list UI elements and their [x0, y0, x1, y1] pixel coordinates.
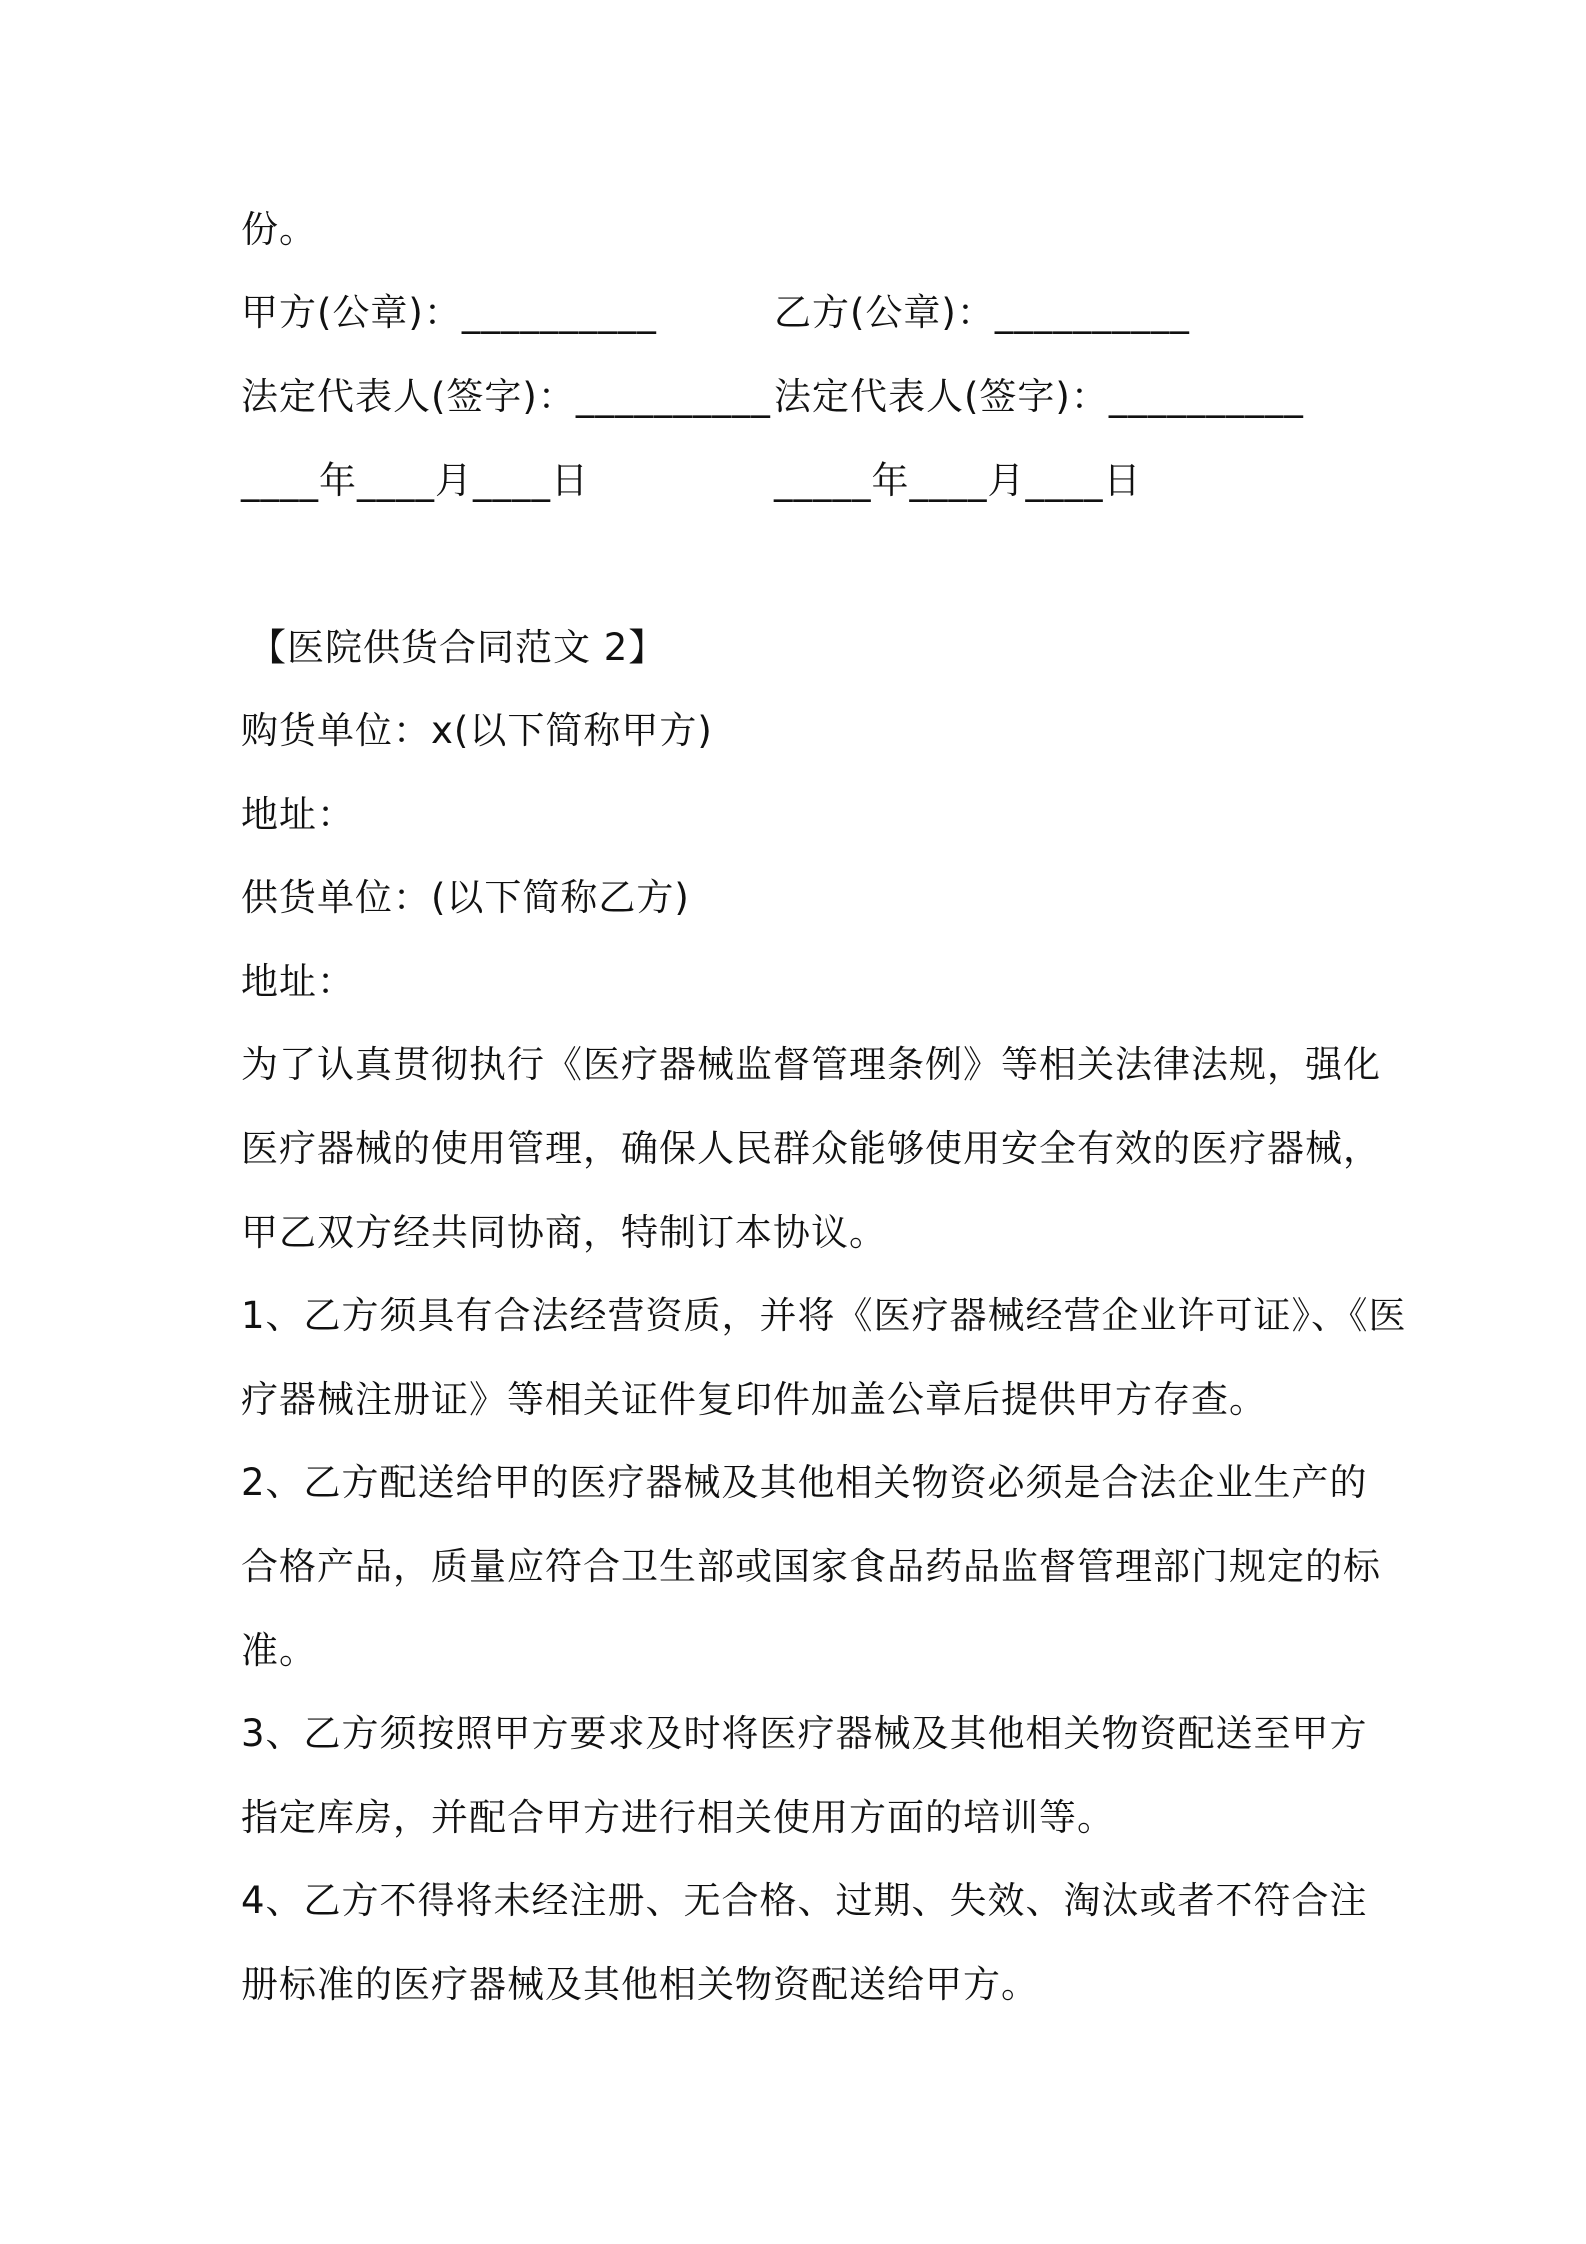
clause-line: 2、乙方配送给甲的医疗器械及其他相关物资必须是合法企业生产的 — [241, 1461, 1368, 1504]
clause-line: 指定库房，并配合甲方进行相关使用方面的培训等。 — [241, 1796, 1115, 1839]
clause-4 — [241, 1859, 1368, 2027]
party-b-date-field: _____年____月____日 — [774, 459, 1142, 502]
clause-3 — [241, 1692, 1368, 1860]
party-a-rep-field: 法定代表人(签字)：__________ — [241, 375, 771, 418]
clause-line: 册标准的医疗器械及其他相关物资配送给甲方。 — [241, 1963, 1039, 2006]
supplier-line: 供货单位：(以下简称乙方) — [241, 876, 690, 919]
clause-1 — [241, 1274, 1407, 1442]
clause-line: 4、乙方不得将未经注册、无合格、过期、失效、淘汰或者不符合注 — [241, 1879, 1368, 1922]
intro-line: 为了认真贯彻执行《医疗器械监督管理条例》等相关法律法规，强化 — [241, 1043, 1381, 1086]
party-b-seal-field: 乙方(公章)：__________ — [774, 291, 1190, 334]
clause-line: 准。 — [241, 1629, 317, 1672]
buyer-line: 购货单位：x(以下简称甲方) — [241, 709, 713, 752]
party-a-seal-field: 甲方(公章)：__________ — [241, 291, 657, 334]
party-b-rep-field: 法定代表人(签字)：__________ — [774, 375, 1304, 418]
section-heading: 【医院供货合同范文 2】 — [249, 626, 667, 669]
clause-line: 1、乙方须具有合法经营资质，并将《医疗器械经营企业许可证》、《医 — [241, 1294, 1407, 1337]
clause-line: 疗器械注册证》等相关证件复印件加盖公章后提供甲方存查。 — [241, 1378, 1267, 1421]
intro-line: 医疗器械的使用管理，确保人民群众能够使用安全有效的医疗器械， — [241, 1127, 1381, 1170]
continuation-text: 份。 — [241, 208, 317, 251]
supplier-address-line: 地址： — [241, 960, 355, 1003]
clause-2 — [241, 1441, 1381, 1693]
buyer-address-line: 地址： — [241, 793, 355, 836]
intro-line: 甲乙双方经共同协商，特制订本协议。 — [241, 1211, 887, 1254]
clause-line: 3、乙方须按照甲方要求及时将医疗器械及其他相关物资配送至甲方 — [241, 1712, 1368, 1755]
intro-paragraph — [241, 1023, 1381, 1275]
clause-line: 合格产品，质量应符合卫生部或国家食品药品监督管理部门规定的标 — [241, 1545, 1381, 1588]
party-a-date-field: ____年____月____日 — [241, 459, 589, 502]
